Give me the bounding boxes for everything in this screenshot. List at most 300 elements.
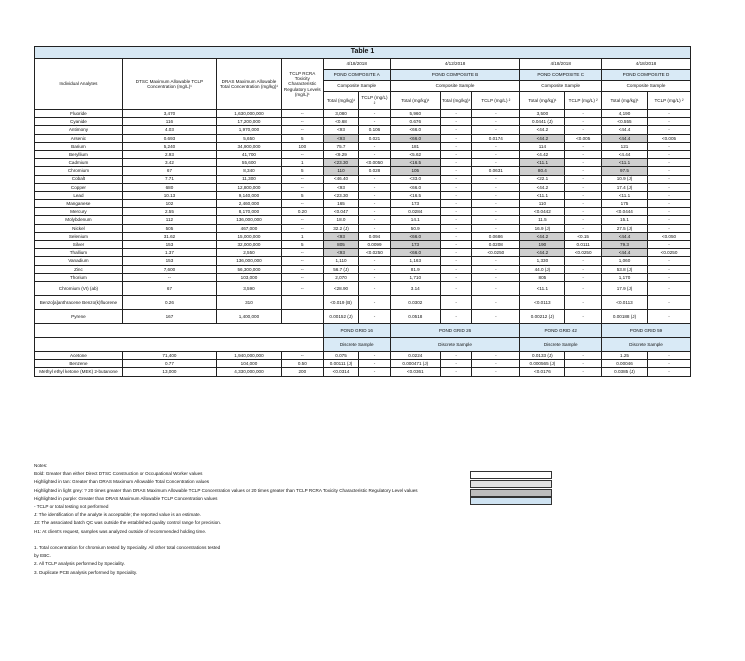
table-cell: -	[359, 183, 390, 191]
table-cell: 15.1	[601, 216, 647, 224]
table-cell: --	[281, 150, 323, 158]
note-line: Highlighted in purple: Greater than DRAS Maximum Allowable TCLP Concentration values	[34, 495, 218, 501]
table-cell: -	[648, 368, 691, 376]
table-cell: 112	[122, 216, 216, 224]
table-cell: -	[440, 175, 471, 183]
table-cell: 0.0518	[390, 309, 440, 323]
table-cell: -	[472, 183, 520, 191]
table-row	[35, 134, 691, 142]
table-cell: -	[565, 295, 602, 309]
analyte-name: Benzo[a]anthracene Benzo(k)fluorene	[35, 295, 123, 309]
analyte-name: Antimony	[35, 126, 123, 134]
table-cell: -	[648, 175, 691, 183]
table-cell: 121	[601, 142, 647, 150]
table-cell: -	[440, 167, 471, 175]
table-cell: 5	[281, 241, 323, 249]
table-cell: 67	[122, 281, 216, 295]
table-cell: 1	[281, 159, 323, 167]
table-cell: 34,900,000	[217, 142, 282, 150]
table-cell: -	[359, 200, 390, 208]
table-row	[35, 167, 691, 175]
table-cell: -	[565, 183, 602, 191]
table-cell: <11.1	[520, 191, 565, 199]
table-cell: 0.676	[390, 118, 440, 126]
table-cell: -	[472, 216, 520, 224]
sub-header: TCLP (mg/L) ²	[472, 92, 520, 110]
table-cell: -	[472, 351, 520, 359]
table-cell: -	[359, 191, 390, 199]
table-cell: 165	[323, 200, 359, 208]
table-cell: 1,400,000	[217, 309, 282, 323]
table-cell: 13,000	[122, 368, 216, 376]
table-cell: <23.30	[323, 191, 359, 199]
table-cell: --	[281, 200, 323, 208]
table-cell: 41,700	[217, 150, 282, 158]
date-a: 4/18/2018	[323, 59, 390, 70]
table-cell: 79.3	[601, 241, 647, 249]
table-cell: 2,550	[217, 249, 282, 257]
table-cell: 67	[122, 167, 216, 175]
table-cell: --	[281, 216, 323, 224]
table-cell: -	[440, 150, 471, 158]
table-cell: <0.15	[565, 232, 602, 240]
analyte-name: Silver	[35, 241, 123, 249]
table-cell: -	[440, 368, 471, 376]
table-cell: 17.4 (J)	[601, 183, 647, 191]
table-cell: 5,650	[217, 134, 282, 142]
table-cell: 103,000	[217, 273, 282, 281]
header-dras-total: DRAS Maximum Allowable Total Concentration (mg/kg)¹	[217, 59, 282, 110]
table-cell: 136,000,000	[217, 216, 282, 224]
table-row	[35, 295, 691, 309]
table-cell: -	[440, 216, 471, 224]
table-cell: 1.25	[601, 351, 647, 359]
table-cell: 9,140,000	[217, 191, 282, 199]
table-cell	[281, 295, 323, 309]
table-cell: <66.0	[390, 126, 440, 134]
table-cell: <0.0444	[601, 208, 647, 216]
table-cell: <0.0361	[390, 368, 440, 376]
analyte-name: Cobalt	[35, 175, 123, 183]
table-cell: -	[440, 351, 471, 359]
grid-site-b: POND GRID 26	[390, 323, 520, 337]
table-cell: <0.0176	[520, 368, 565, 376]
analyte-name: Chromium	[35, 167, 123, 175]
table-cell: -	[440, 232, 471, 240]
table-cell: 1,940,000,000	[217, 351, 282, 359]
table-cell: -	[359, 224, 390, 232]
table-cell: <44.2	[520, 126, 565, 134]
table-cell: <44.4	[601, 126, 647, 134]
table-cell: 5	[281, 167, 323, 175]
legend-swatch-bold	[470, 471, 552, 479]
table-cell: 10.13	[122, 191, 216, 199]
sub-header: TCLP (mg/L) ²	[565, 92, 602, 110]
table-cell: --	[281, 281, 323, 295]
table-cell: -	[648, 159, 691, 167]
table-cell: -	[565, 257, 602, 265]
table-cell: 0.26	[122, 295, 216, 309]
results-table	[34, 46, 691, 377]
analyte-name: Chromium (VI) (ab)	[35, 281, 123, 295]
table-cell: 11,300	[217, 175, 282, 183]
table-cell: -	[472, 150, 520, 158]
table-cell: 17.9 (J)	[601, 281, 647, 295]
table-cell: -	[648, 167, 691, 175]
table-cell: -	[565, 150, 602, 158]
table-cell: 7,600	[122, 265, 216, 273]
table-cell: 4.03	[122, 126, 216, 134]
table-cell: 0.693	[122, 134, 216, 142]
table-cell: 2,460,000	[217, 200, 282, 208]
table-row	[35, 351, 691, 359]
table-cell: -	[565, 351, 602, 359]
note-line: J3: The associated batch QC was outside the established quality control range for precision.	[34, 520, 222, 526]
table-cell: 173	[390, 241, 440, 249]
table-cell: 2.55	[122, 208, 216, 216]
table-cell: 44.0 (J)	[520, 265, 565, 273]
table-cell: -	[472, 273, 520, 281]
table-cell: <4.42	[520, 150, 565, 158]
table-cell: 805	[520, 273, 565, 281]
table-cell: -	[565, 208, 602, 216]
table-cell: 4,330,000,000	[217, 368, 282, 376]
table-cell: 2,070	[323, 273, 359, 281]
table-cell: -	[565, 159, 602, 167]
table-cell: --	[281, 126, 323, 134]
table-cell: -	[565, 110, 602, 118]
table-cell: <0.005	[648, 134, 691, 142]
table-cell: --	[281, 224, 323, 232]
table-cell: -	[565, 273, 602, 281]
table-cell: -	[440, 126, 471, 134]
table-cell: --	[281, 183, 323, 191]
table-cell: -	[565, 224, 602, 232]
table-row	[35, 232, 691, 240]
table-cell: -	[440, 208, 471, 216]
table-cell: -	[472, 265, 520, 273]
table-cell: -	[565, 216, 602, 224]
table-title: Table 1	[35, 47, 691, 59]
table-cell: 0.00212 (J)	[520, 309, 565, 323]
table-cell: 56.7 (J)	[323, 265, 359, 273]
table-cell: 0.50	[281, 360, 323, 368]
table-cell: <44.2	[520, 249, 565, 257]
table-cell: -	[472, 118, 520, 126]
table-cell: <22.1	[520, 175, 565, 183]
table-cell: 173	[390, 200, 440, 208]
table-cell: -	[440, 265, 471, 273]
table-cell: -	[648, 351, 691, 359]
table-cell: 505	[122, 224, 216, 232]
table-cell: --	[281, 175, 323, 183]
table-row	[35, 191, 691, 199]
table-cell: <0.005	[565, 134, 602, 142]
sample-type-a: Composite Sample	[323, 81, 390, 92]
table-cell: <66.0	[390, 232, 440, 240]
table-cell: -	[440, 110, 471, 118]
table-cell: 8,170,000	[217, 208, 282, 216]
table-cell: 2.93	[122, 150, 216, 158]
table-row	[35, 309, 691, 323]
grid-site-c: POND GRID 42	[520, 323, 602, 337]
table-cell: 32,000,000	[217, 241, 282, 249]
table-cell: 110	[520, 200, 565, 208]
table-cell: 5	[281, 191, 323, 199]
grid-type-c: Discrete Sample	[520, 337, 602, 351]
table-cell: -	[648, 309, 691, 323]
table-cell: 0.20	[281, 208, 323, 216]
sub-header: Total (mg/kg)¹	[520, 92, 565, 110]
table-cell: -	[648, 241, 691, 249]
table-cell: 3,080	[323, 110, 359, 118]
table-cell: 805	[323, 241, 359, 249]
table-cell: <9.29	[323, 150, 359, 158]
table-row	[35, 142, 691, 150]
analyte-name: Cyanide	[35, 118, 123, 126]
analyte-name: Copper	[35, 183, 123, 191]
table-cell: -	[440, 200, 471, 208]
table-cell: 167	[122, 309, 216, 323]
date-d: 4/18/2018	[601, 59, 690, 70]
table-cell: 1,710	[390, 273, 440, 281]
analyte-name: Benzene	[35, 360, 123, 368]
site-a: POND COMPOSITE A	[323, 70, 390, 81]
table-cell: -	[472, 200, 520, 208]
table-cell: -	[359, 360, 390, 368]
analyte-name: Thorium	[35, 273, 123, 281]
table-cell: -	[472, 208, 520, 216]
table-cell: 153	[122, 257, 216, 265]
table-cell: <0.555	[601, 118, 647, 126]
table-cell: --	[281, 110, 323, 118]
table-cell: -	[565, 167, 602, 175]
table-row	[35, 273, 691, 281]
table-cell: -	[472, 175, 520, 183]
table-cell: 81.9	[390, 265, 440, 273]
table-cell: -	[648, 257, 691, 265]
table-cell: 1,970,000	[217, 126, 282, 134]
table-cell: -	[440, 118, 471, 126]
table-cell: <5.62	[390, 150, 440, 158]
table-cell: -	[359, 295, 390, 309]
note-line: Highlighted in light grey: ? 20 times greater than DRAS Maximum Allowable TCLP Concentration values or 20 times greater than TCLP RCRA Toxicity Characteristic Regulatory Level values	[34, 487, 418, 493]
table-cell: -	[565, 265, 602, 273]
grid-site-d: POND GRID 59	[601, 323, 690, 337]
sub-header: Total (mg/kg)¹	[323, 92, 359, 110]
table-cell: 1	[281, 232, 323, 240]
table-cell: 71,400	[122, 351, 216, 359]
table-cell: -	[359, 309, 390, 323]
table-cell: -	[565, 191, 602, 199]
table-cell: 104,000	[217, 360, 282, 368]
table-cell: <93	[323, 232, 359, 240]
table-cell: 15,000,000	[217, 232, 282, 240]
table-cell: <11.1	[520, 159, 565, 167]
table-cell: -	[472, 368, 520, 376]
table-row	[35, 208, 691, 216]
table-cell: 1,170	[601, 273, 647, 281]
table-cell: -	[440, 191, 471, 199]
analyte-name: Thallium	[35, 249, 123, 257]
table-row	[35, 118, 691, 126]
table-cell: 136,000,000	[217, 257, 282, 265]
table-cell: -	[472, 191, 520, 199]
table-cell: -	[472, 281, 520, 295]
table-cell: 110	[323, 167, 359, 175]
table-row	[35, 368, 691, 376]
table-cell: 97.5	[601, 167, 647, 175]
table-cell: 31.62	[122, 232, 216, 240]
table-cell: -	[648, 150, 691, 158]
table-cell: -	[648, 273, 691, 281]
table-cell: --	[281, 273, 323, 281]
sub-header: TCLP (mg/L) ²	[359, 92, 390, 110]
table-cell: -	[359, 368, 390, 376]
table-cell: <0.0314	[323, 368, 359, 376]
table-cell: --	[281, 265, 323, 273]
table-cell: 153	[122, 241, 216, 249]
table-cell: 3,470	[122, 110, 216, 118]
table-cell: 310	[217, 295, 282, 309]
table-cell: -	[648, 281, 691, 295]
table-cell: <0.0442	[520, 208, 565, 216]
table-cell: -	[565, 175, 602, 183]
table-cell: 3,590	[217, 281, 282, 295]
table-row	[35, 360, 691, 368]
table-cell: 0.000471 (J)	[390, 360, 440, 368]
table-cell: -	[472, 110, 520, 118]
table-cell: <66.0	[390, 134, 440, 142]
table-cell: -	[648, 118, 691, 126]
analyte-name: Methyl ethyl ketone (MEK) 2-butanone	[35, 368, 123, 376]
table-cell: 100	[281, 142, 323, 150]
sample-type-d: Composite Sample	[601, 81, 690, 92]
table-cell: 0.0441 (J)	[520, 118, 565, 126]
table-row	[35, 150, 691, 158]
table-cell: -	[648, 191, 691, 199]
table-row	[35, 224, 691, 232]
table-cell: --	[281, 118, 323, 126]
table-cell: -	[472, 126, 520, 134]
header-dtsc-tclp: DTSC Maximum Allowable TCLP Concentration (mg/L)¹	[122, 59, 216, 110]
table-row	[35, 200, 691, 208]
table-cell: 0.77	[122, 360, 216, 368]
table-cell: <93	[323, 183, 359, 191]
analyte-name: Mercury	[35, 208, 123, 216]
table-cell: 105	[390, 167, 440, 175]
grid-type-a: Discrete Sample	[323, 337, 390, 351]
analyte-name: Acetone	[35, 351, 123, 359]
table-cell: 5,960	[390, 110, 440, 118]
table-cell: -	[565, 309, 602, 323]
table-cell: 8,340	[217, 167, 282, 175]
notes-heading: Notes:	[34, 463, 48, 468]
note-line	[34, 536, 554, 544]
table-cell: 1,330	[520, 257, 565, 265]
table-cell: -	[440, 134, 471, 142]
table-cell: <0.0250	[359, 249, 390, 257]
table-cell: -	[565, 118, 602, 126]
table-cell: <93	[323, 126, 359, 134]
table-row	[35, 257, 691, 265]
table-cell: 10.9 (J)	[601, 175, 647, 183]
table-cell: -	[440, 142, 471, 150]
table-cell: -	[359, 110, 390, 118]
table-cell: 0.0284	[390, 208, 440, 216]
table-cell: <44.4	[601, 134, 647, 142]
table-cell: -	[440, 257, 471, 265]
table-cell: 5,240	[122, 142, 216, 150]
table-cell: -	[359, 257, 390, 265]
table-cell: 467,000	[217, 224, 282, 232]
table-cell: -	[648, 142, 691, 150]
table-cell: <0.050	[648, 232, 691, 240]
table-cell: -	[359, 175, 390, 183]
analyte-name: Pyrene	[35, 309, 123, 323]
table-cell: 0.0631	[472, 167, 520, 175]
grid-type-b: Discrete Sample	[390, 337, 520, 351]
table-cell: -	[648, 360, 691, 368]
header-individual-analytes: Individual Analytes	[35, 59, 123, 110]
grid-type-d: Discrete Sample	[601, 337, 690, 351]
sample-type-b: Composite Sample	[390, 81, 520, 92]
table-cell: <33.0	[390, 175, 440, 183]
grid-spacer	[35, 323, 324, 337]
table-cell: <11.1	[601, 191, 647, 199]
table-cell: 32.2 (J)	[323, 224, 359, 232]
table-cell: 0.0174	[472, 134, 520, 142]
table-cell: -	[565, 142, 602, 150]
table-cell: <23.30	[323, 159, 359, 167]
table-row	[35, 249, 691, 257]
table-cell: -	[359, 208, 390, 216]
table-cell: -	[440, 295, 471, 309]
table-cell: -	[648, 200, 691, 208]
table-row	[35, 183, 691, 191]
legend-swatch-tan	[470, 480, 552, 488]
analyte-name: Manganese	[35, 200, 123, 208]
table-cell: 680	[122, 183, 216, 191]
table-cell: 1,110	[323, 257, 359, 265]
table-cell: <0.0113	[520, 295, 565, 309]
table-cell: 0.00111 (J)	[323, 360, 359, 368]
note-line: 1. Total concentration for chromium tested by Speciality. All other total concentrations tested	[34, 545, 221, 551]
table-cell: --	[281, 351, 323, 359]
analyte-name: Cadmium	[35, 159, 123, 167]
table-cell: 7.71	[122, 175, 216, 183]
table-cell: <0.019 (B)	[323, 295, 359, 309]
note-line: 3. Duplicate PCB analysis performed by Speciality.	[34, 569, 138, 575]
sub-header: Total (mg/kg)¹	[601, 92, 647, 110]
table-cell: -	[648, 224, 691, 232]
table-cell: -	[440, 281, 471, 295]
table-cell: --	[281, 249, 323, 257]
table-cell: 0.0111	[565, 241, 602, 249]
table-cell: -	[472, 159, 520, 167]
table-cell: -	[440, 309, 471, 323]
table-row	[35, 265, 691, 273]
table-cell: 0.075	[323, 351, 359, 359]
table-cell: -	[472, 224, 520, 232]
table-cell: -	[440, 273, 471, 281]
table-cell: <4.44	[601, 150, 647, 158]
table-cell: <11.1	[601, 159, 647, 167]
table-cell: 0.00188 (J)	[601, 309, 647, 323]
table-cell: 14.1	[390, 216, 440, 224]
analyte-name: Beryllium	[35, 150, 123, 158]
table-cell: -	[565, 368, 602, 376]
